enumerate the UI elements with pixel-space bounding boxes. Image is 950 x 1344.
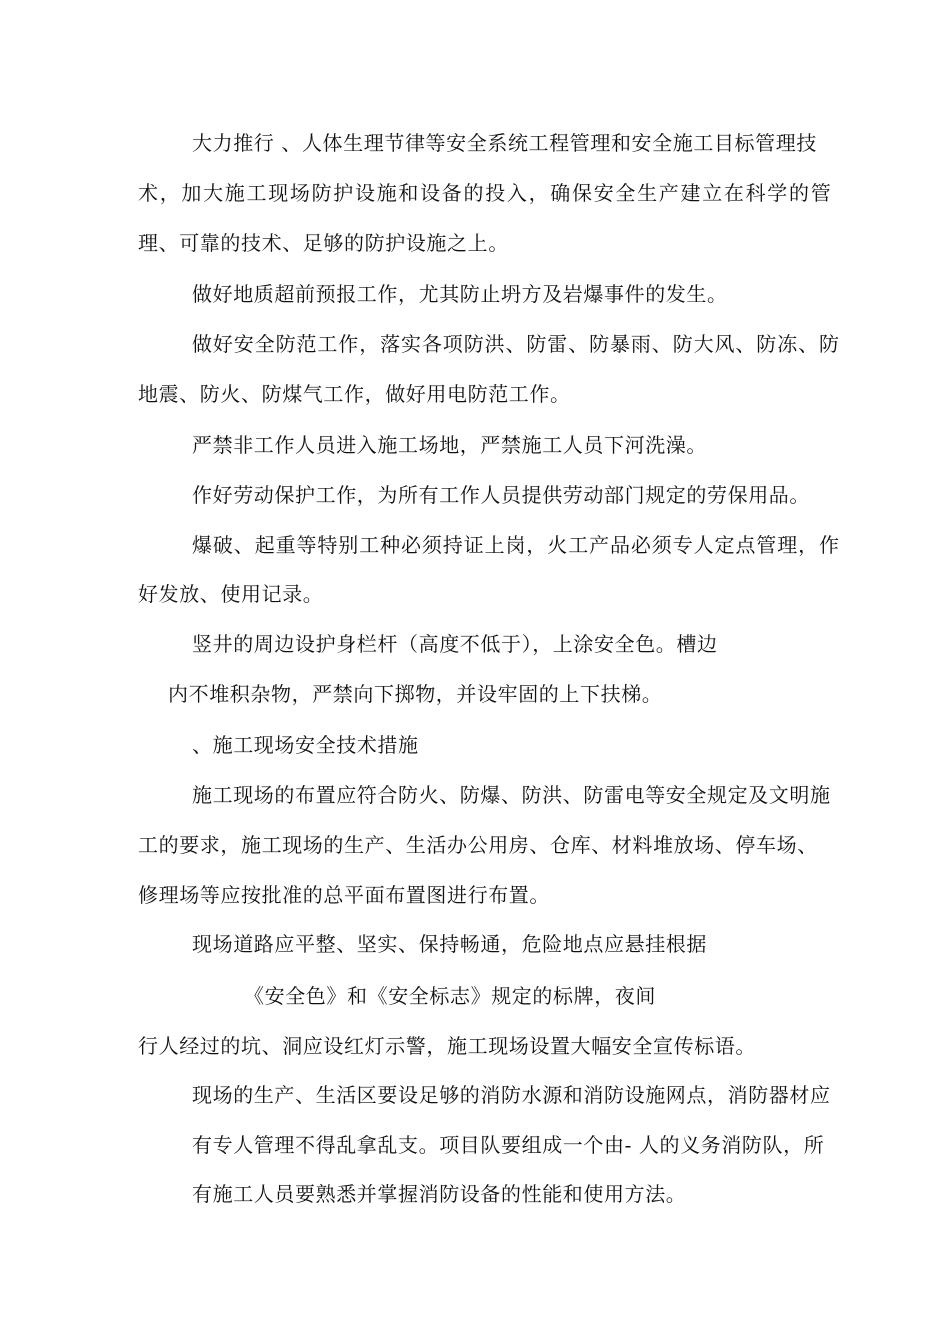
text-line: 现场道路应平整、坚实、保持畅通，危险地点应悬挂根据 [192,932,707,956]
text-line: 术，加大施工现场防护设施和设备的投入，确保安全生产建立在科学的管 [138,181,833,205]
text-line: 行人经过的坑、洞应设红灯示警，施工现场设置大幅安全宣传标语。 [138,1034,756,1058]
section-heading: 、施工现场安全技术措施 [192,733,419,757]
text-line: 内不堆积杂物，严禁向下掷物，并设牢固的上下扶梯。 [168,682,663,706]
text-line: 修理场等应按批准的总平面布置图进行布置。 [138,883,550,907]
text-line: 《安全色》和《安全标志》规定的标牌，夜间 [244,984,656,1008]
text-line: 现场的生产、生活区要设足够的消防水源和消防设施网点，消防器材应 [192,1083,831,1107]
text-line: 做好地质超前预报工作，尤其防止坍方及岩爆事件的发生。 [192,282,728,306]
text-line: 竖井的周边设护身栏杆（高度不低于），上涂安全色。槽边 [192,632,718,656]
text-line: 地震、防火、防煤气工作，做好用电防范工作。 [138,382,571,406]
text-line: 做好安全防范工作，落实各项防洪、防雷、防暴雨、防大风、防冻、防 [192,332,840,356]
text-line: 有专人管理不得乱拿乱支。项目队要组成一个由- 人的义务消防队，所 [192,1133,825,1157]
text-line: 有施工人员要熟悉并掌握消防设备的性能和使用方法。 [192,1182,687,1206]
text-line: 施工现场的布置应符合防火、防爆、防洪、防雷电等安全规定及文明施 [192,783,831,807]
text-line: 严禁非工作人员进入施工场地，严禁施工人员下河洗澡。 [192,433,707,457]
text-line: 作好劳动保护工作，为所有工作人员提供劳动部门规定的劳保用品。 [192,483,810,507]
text-line: 理、可靠的技术、足够的防护设施之上。 [138,231,509,255]
text-line: 工的要求，施工现场的生产、生活办公用房、仓库、材料堆放场、停车场、 [138,833,818,857]
text-line: 好发放、使用记录。 [138,582,324,606]
text-line: 爆破、起重等特别工种必须持证上岗，火工产品必须专人定点管理，作 [192,533,840,557]
text-line: 大力推行 、人体生理节律等安全系统工程管理和安全施工目标管理技 [192,131,817,155]
